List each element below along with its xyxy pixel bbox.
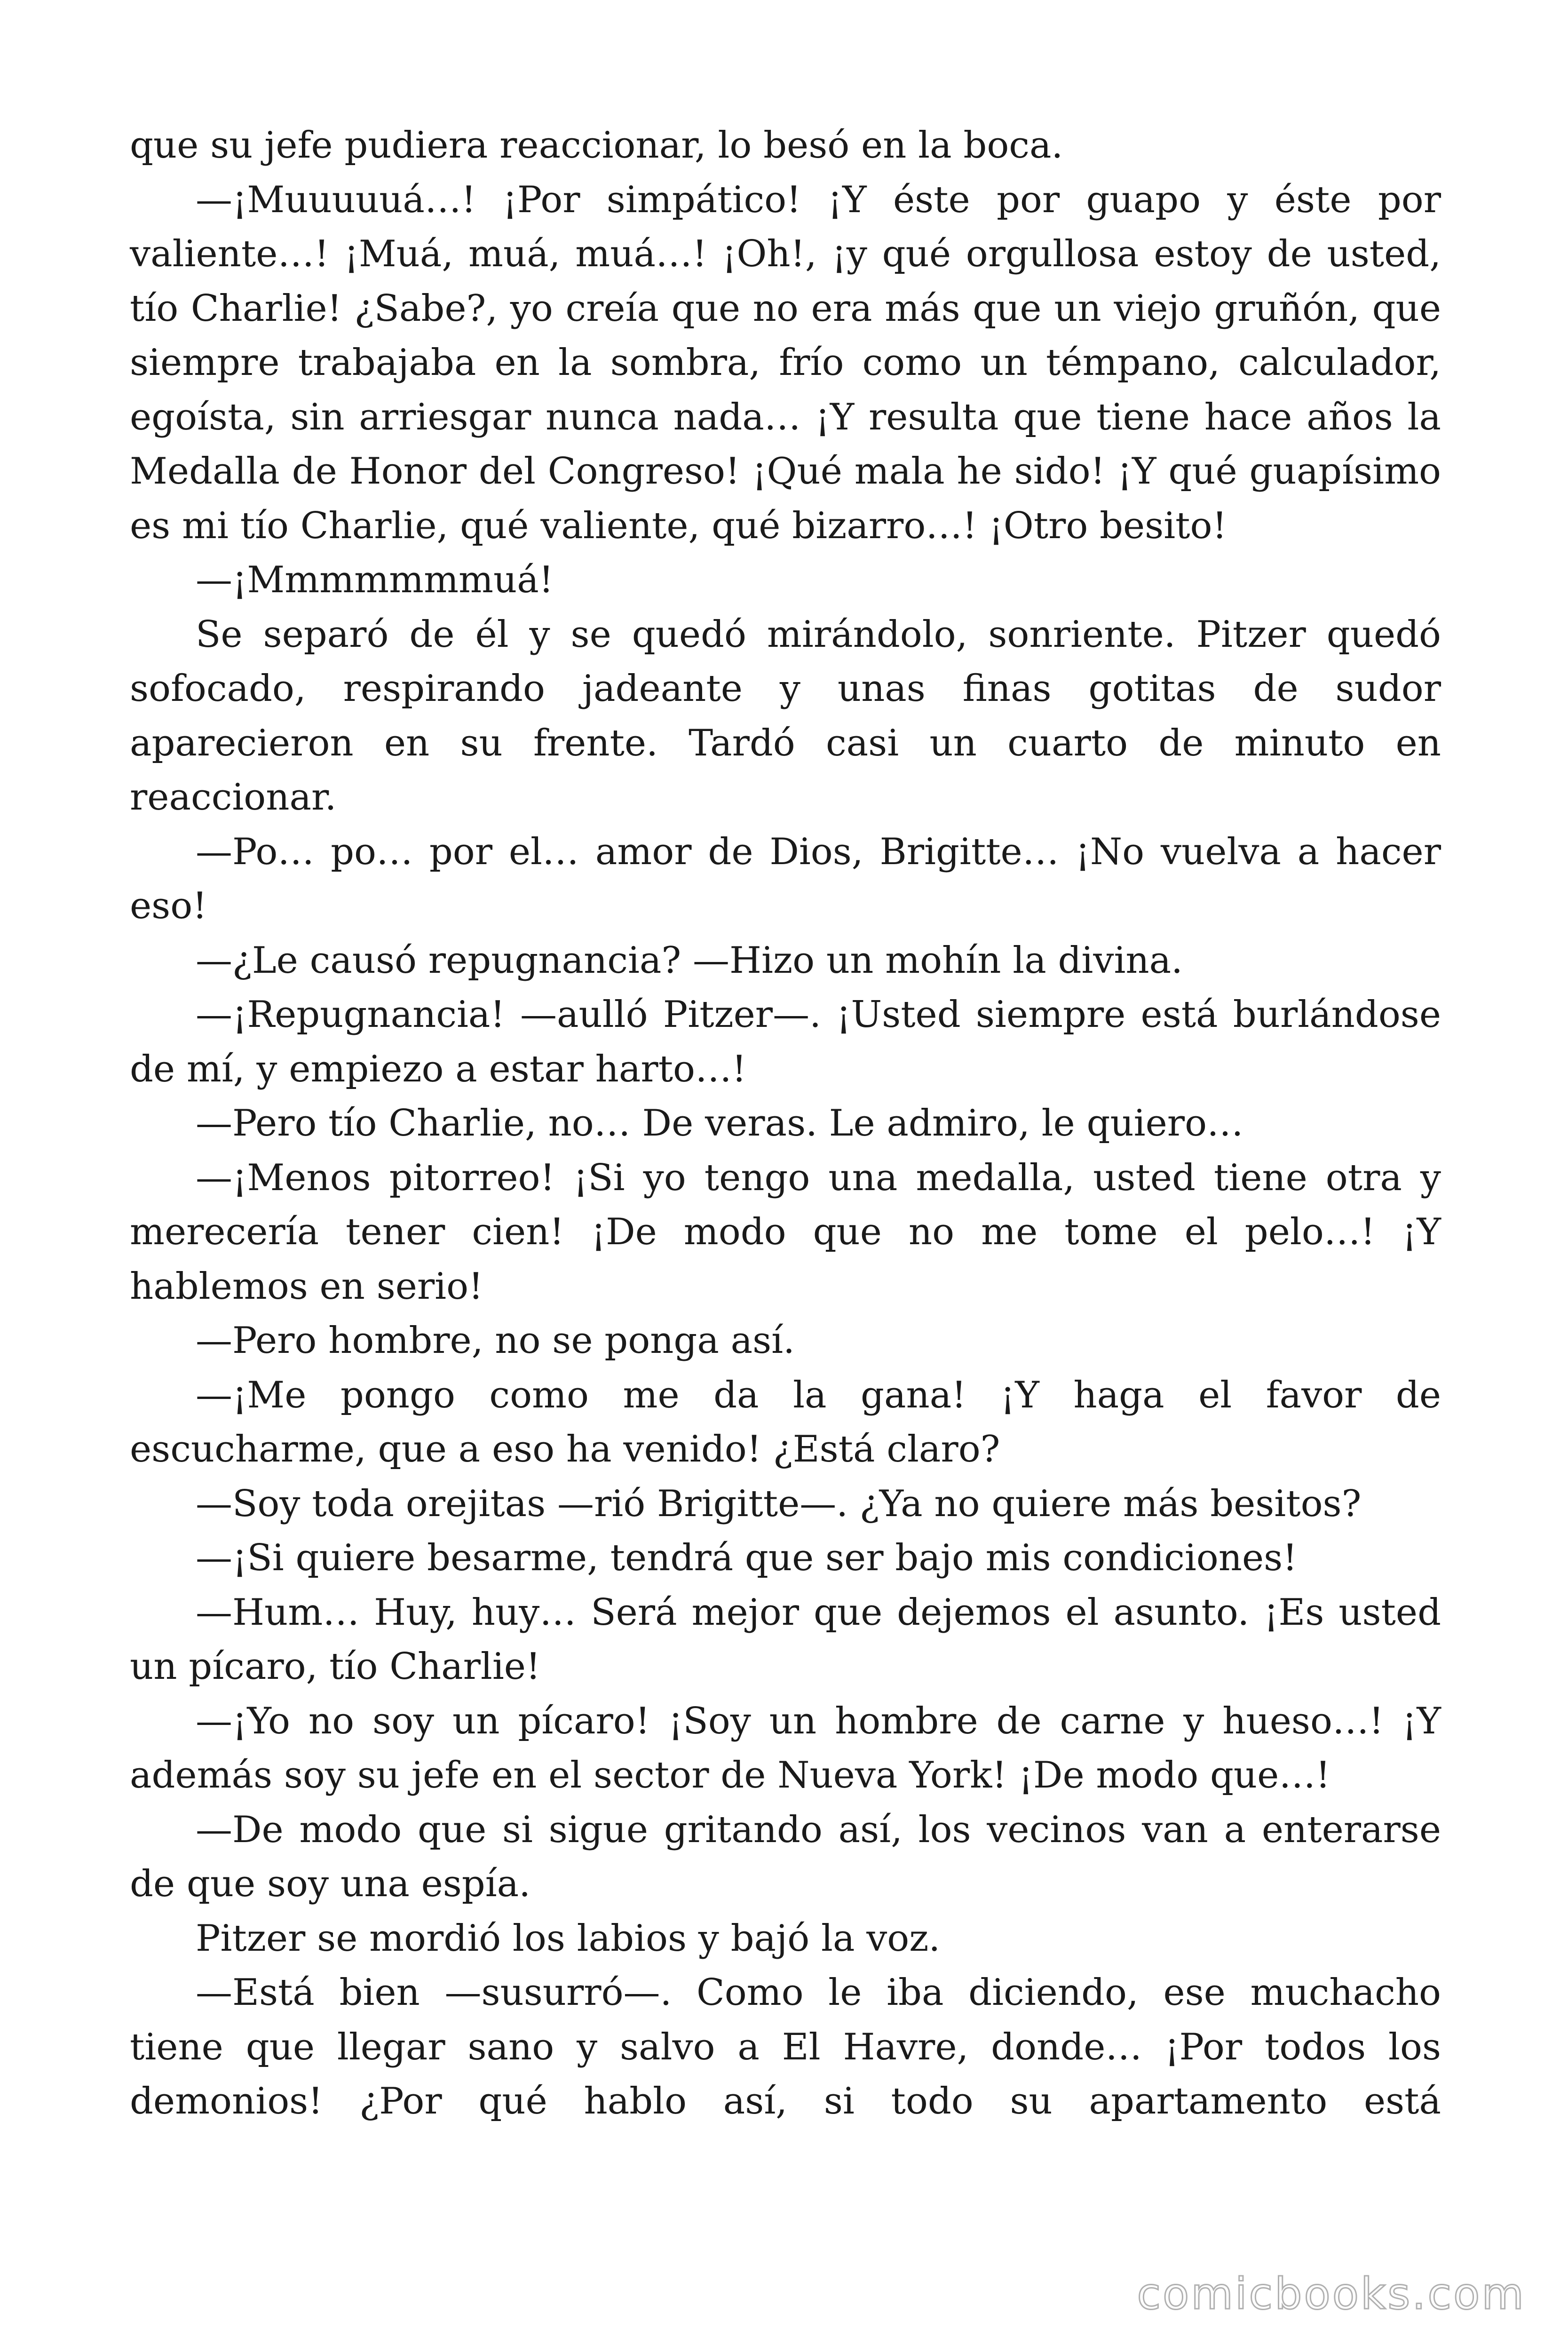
paragraph: —Po… po… por el… amor de Dios, Brigitte… ¡No vuelva a hacer eso! (130, 830, 1441, 927)
paragraph: —¡Mmmmmmmuá! (196, 559, 554, 601)
paragraph: —De modo que si sigue gritando así, los vecinos van a enterarse de que soy una espía. (130, 1808, 1441, 1905)
paragraph: —¡Si quiere besarme, tendrá que ser bajo mis condiciones! (196, 1537, 1298, 1579)
paragraph: —¡Menos pitorreo! ¡Si yo tengo una medalla, usted tiene otra y merecería tener cien! ¡De modo que no me tome el pelo…! ¡Y hablemos en serio! (130, 1156, 1441, 1308)
paragraph: —¡Me pongo como me da la gana! ¡Y haga el favor de escucharme, que a eso ha venido! ¿Está claro? (130, 1374, 1441, 1470)
paragraph: —¡Muuuuuá…! ¡Por simpático! ¡Y éste por guapo y éste por valiente…! ¡Muá, muá, muá…! ¡Oh!, ¡y qué orgullosa estoy de usted, tío Charlie! ¿Sabe?, yo creía que no era más que un viejo gruñón, que siempre trabajaba en la sombra, frío como un témpano, calculador, egoísta, sin arriesgar nunca nada… ¡Y resulta que tiene hace años la Medalla de Honor del Congreso! ¡Qué mala he sido! ¡Y qué guapísimo es mi tío Charlie, qué valiente, qué bizarro…! ¡Otro besito! (130, 178, 1441, 547)
body-text (130, 119, 1441, 2129)
paragraph: —¡Yo no soy un pícaro! ¡Soy un hombre de carne y hueso…! ¡Y además soy su jefe en el sector de Nueva York! ¡De modo que…! (130, 1700, 1441, 1796)
paragraph: —Hum… Huy, huy… Será mejor que dejemos el asunto. ¡Es usted un pícaro, tío Charlie! (130, 1591, 1441, 1688)
paragraph-continues: —Está bien —susurró—. Como le iba diciendo, ese muchacho tiene que llegar sano y salvo a El Havre, donde… ¡Por todos los demonios! ¿Por qué hablo así, si todo su apartamento está (130, 1971, 1441, 2122)
paragraph: —Pero hombre, no se ponga así. (196, 1319, 795, 1362)
watermark-logo: comicbooks.com (1137, 2269, 1526, 2319)
paragraph: —¿Le causó repugnancia? —Hizo un mohín la divina. (196, 939, 1183, 982)
paragraph: —Soy toda orejitas —rió Brigitte—. ¿Ya no quiere más besitos? (196, 1482, 1362, 1525)
paragraph: —Pero tío Charlie, no… De veras. Le admiro, le quiero… (196, 1102, 1244, 1144)
paragraph: Pitzer se mordió los labios y bajó la voz. (196, 1917, 941, 1960)
paragraph: —¡Repugnancia! —aulló Pitzer—. ¡Usted siempre está burlándose de mí, y empiezo a estar harto…! (130, 993, 1441, 1090)
paragraph-continuation: que su jefe pudiera reaccionar, lo besó en la boca. (130, 124, 1063, 167)
paragraph: Se separó de él y se quedó mirándolo, sonriente. Pitzer quedó sofocado, respirando jadeante y unas finas gotitas de sudor aparecieron en su frente. Tardó casi un cuarto de minuto en reaccionar. (130, 613, 1441, 818)
